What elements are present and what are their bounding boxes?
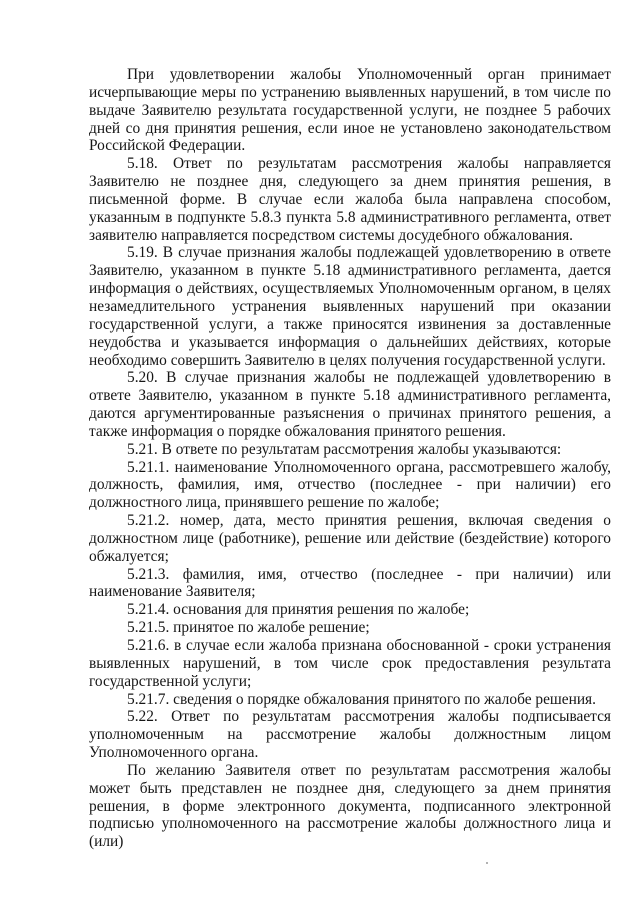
paragraph-5-18: 5.18. Ответ по результатам рассмотрения жалобы направляется Заявителю не позднее дня, следующего за днем принятия решения, в письменной форме. В случае если жалоба была направлена способом, указанным в подпункте 5.8.3 пункта 5.8 административного регламента, ответ заявителю направляется посредством системы досудебного обжалования. [89, 155, 611, 244]
paragraph-satisfaction-measures: При удовлетворении жалобы Уполномоченный орган принимает исчерпывающие меры по устранению выявленных нарушений, в том числе по выдаче Заявителю результата государственной услуги, не позднее 5 рабочих дней со дня принятия решения, если иное не установлено законодательством Российской Федерации. [89, 66, 611, 155]
paragraph-5-21-6: 5.21.6. в случае если жалоба признана обоснованной - сроки устранения выявленных нарушений, в том числе срок предоставления результата государственной услуги; [89, 637, 611, 690]
paragraph-electronic-response: По желанию Заявителя ответ по результатам рассмотрения жалобы может быть представлен не позднее дня, следующего за днем принятия решения, в форме электронного документа, подписанного электронной подписью уполномоченного на рассмотрение жалобы должностного лица и (или) [89, 761, 611, 851]
paragraph-5-21-1: 5.21.1. наименование Уполномоченного органа, рассмотревшего жалобу, должность, фамилия, имя, отчество (последнее - при наличии) его должностного лица, принявшего решение по жалобе; [89, 458, 611, 512]
paragraph-5-19: 5.19. В случае признания жалобы подлежащей удовлетворению в ответе Заявителю, указанном в пункте 5.18 административного регламента, дается информация о действиях, осуществляемых Уполномоченным органом, в целях незамедлительного устранения выявленных нарушений при оказании государственной услуги, а также приносятся извинения за доставленные неудобства и указывается информация о дальнейших действиях, которые необходимо совершить Заявителю в целях получения государственной услуги. [89, 244, 611, 369]
paragraph-5-22: 5.22. Ответ по результатам рассмотрения жалобы подписывается уполномоченным на рассмотрение жалобы должностным лицом Уполномоченного органа. [89, 708, 611, 762]
paragraph-5-21-4: 5.21.4. основания для принятия решения по жалобе; [127, 601, 470, 619]
paragraph-5-21-2: 5.21.2. номер, дата, место принятия решения, включая сведения о должностном лице (работнике), решение или действие (бездействие) которого обжалуется; [89, 512, 611, 565]
paragraph-5-21-7: 5.21.7. сведения о порядке обжалования принятого по жалобе решения. [127, 690, 596, 708]
paragraph-5-21-5: 5.21.5. принятое по жалобе решение; [127, 619, 370, 637]
paragraph-5-21: 5.21. В ответе по результатам рассмотрения жалобы указываются: [127, 440, 562, 458]
paragraph-5-20: 5.20. В случае признания жалобы не подлежащей удовлетворению в ответе Заявителю, указанном в пункте 5.18 административного регламента, даются аргументированные разъяснения о причинах принятого решения, а также информация о порядке обжалования принятого решения. [89, 369, 611, 440]
paragraph-5-21-3: 5.21.3. фамилия, имя, отчество (последнее - при наличии) или наименование Заявителя; [89, 565, 611, 601]
scan-speck [486, 862, 488, 864]
document-page [89, 66, 611, 851]
